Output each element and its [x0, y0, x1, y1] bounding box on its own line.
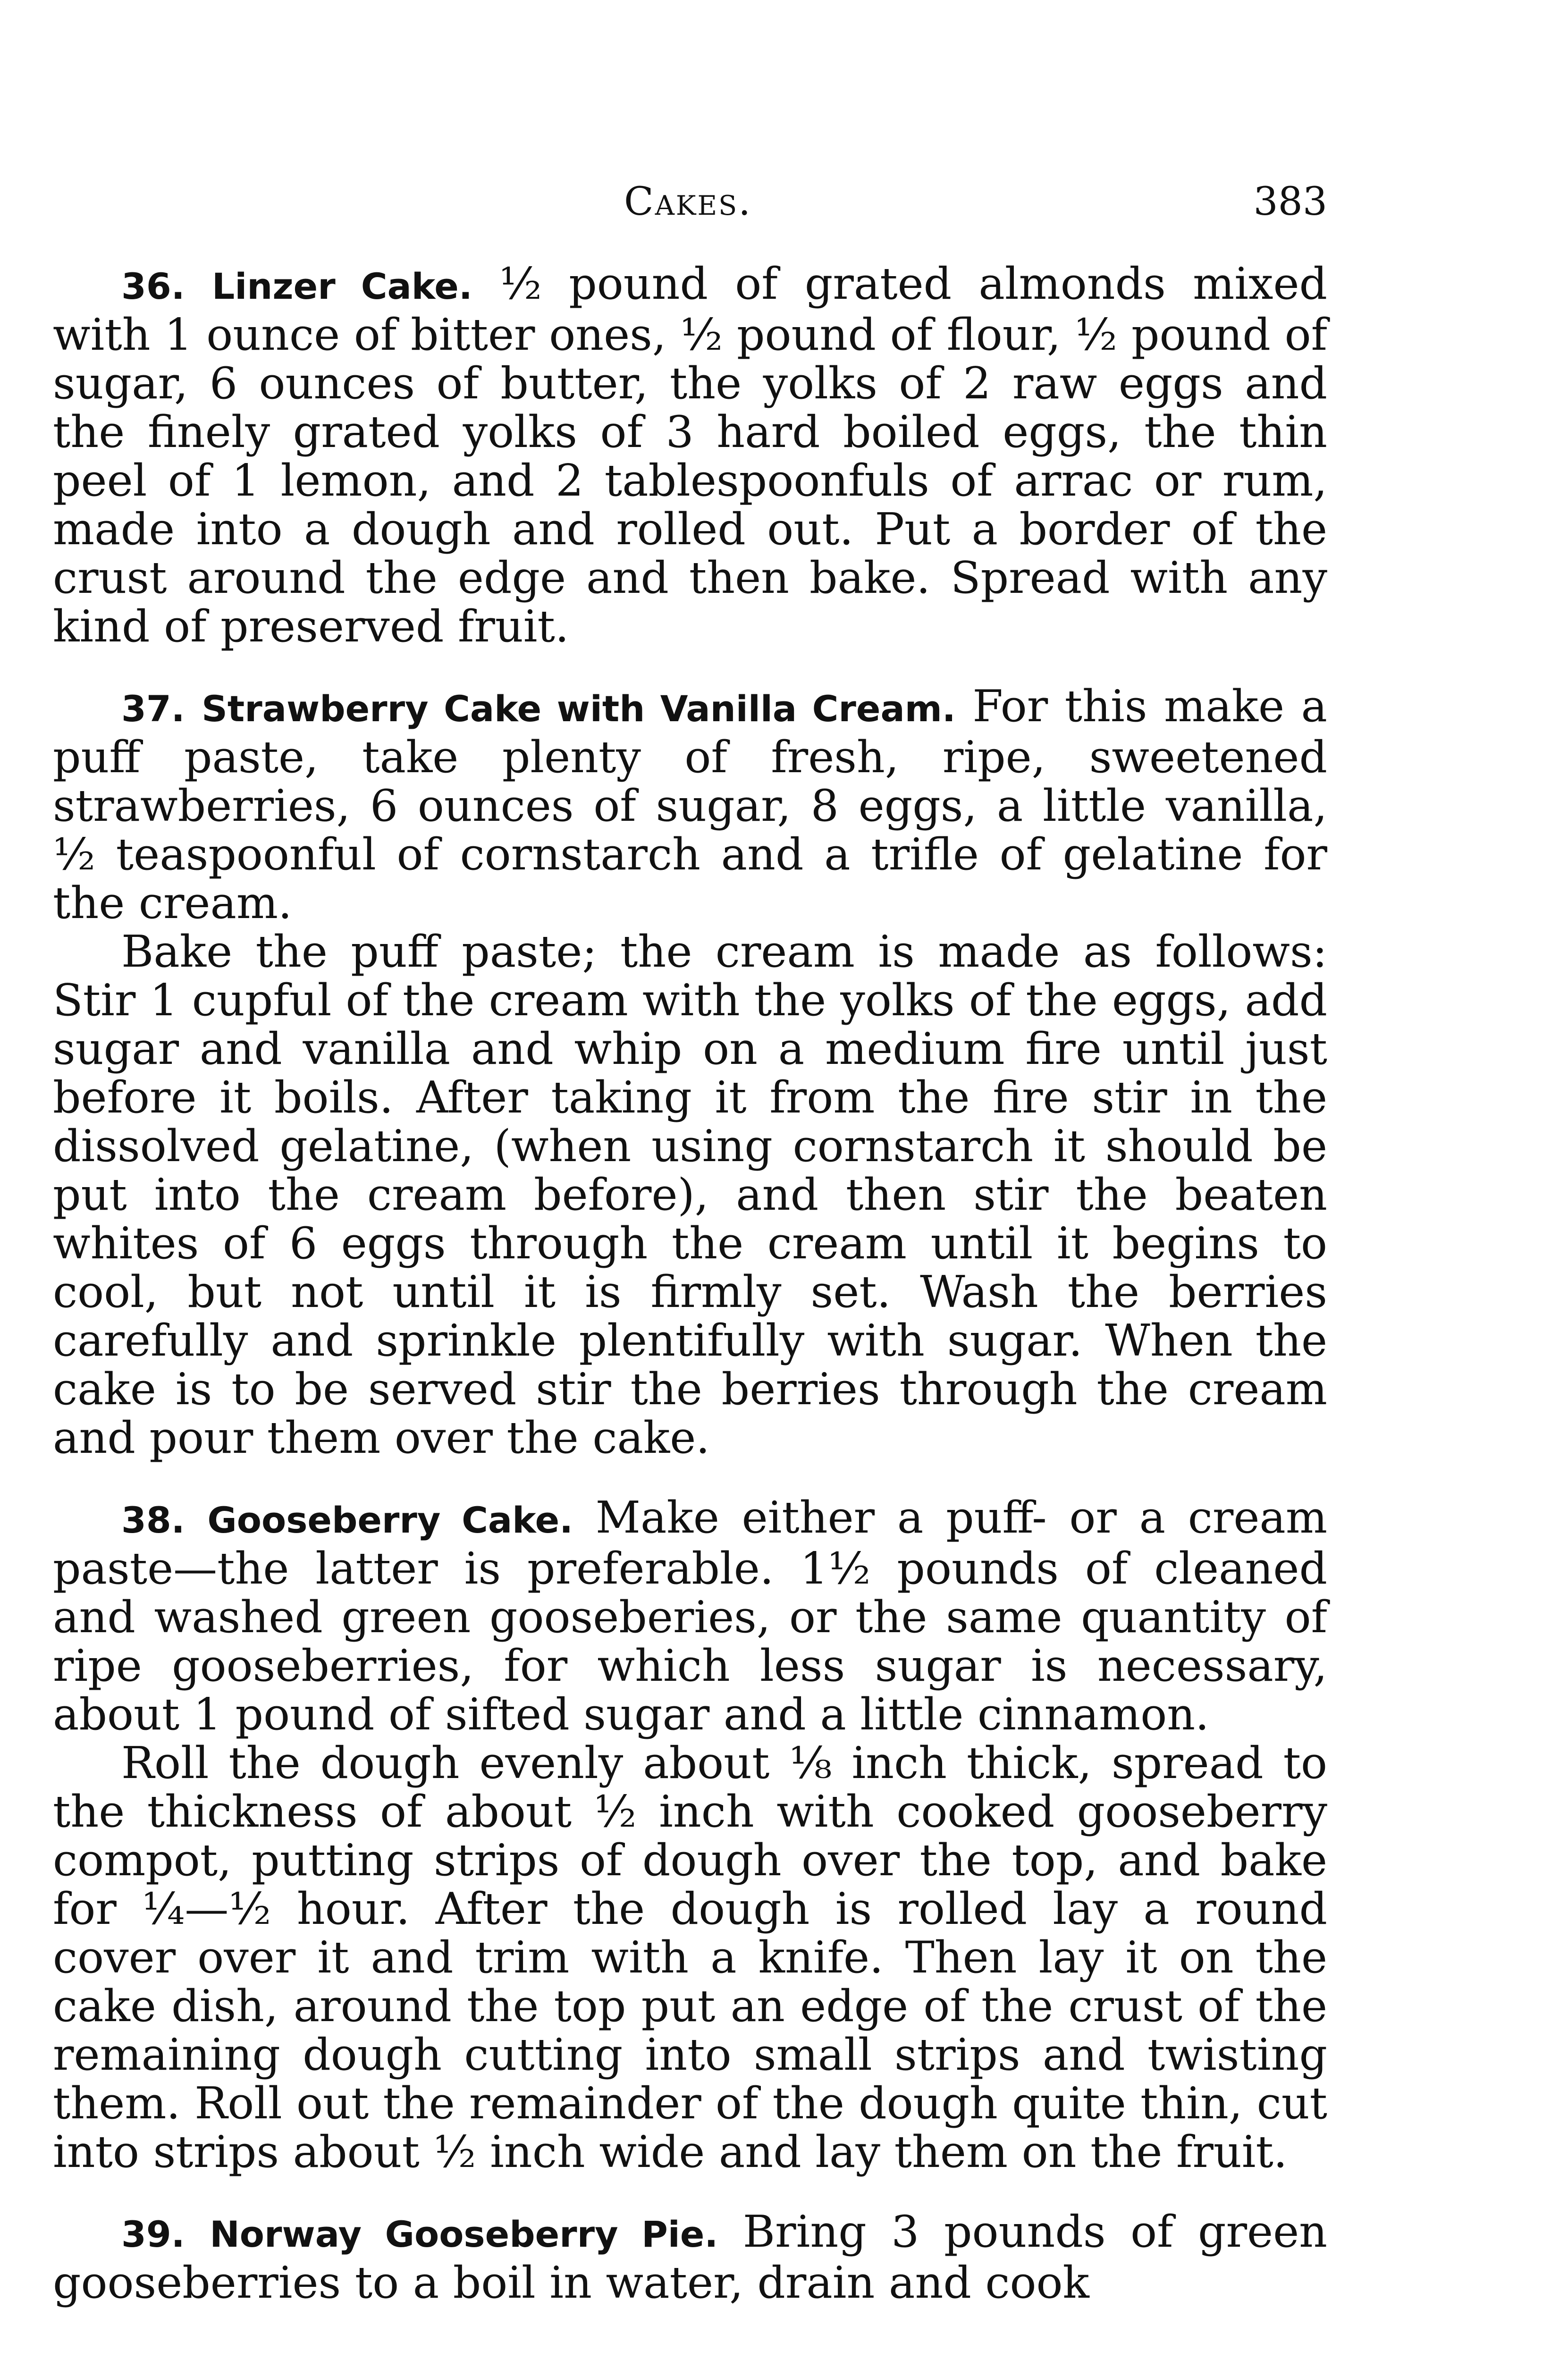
recipe-paragraph — [53, 260, 1327, 651]
recipe-36 — [53, 260, 1327, 651]
recipe-37 — [53, 682, 1327, 1462]
recipe-paragraph: Bake the puff paste; the cream is made as follows: Stir 1 cupful of the cream with the yolks of the eggs, add sugar and vanilla and whip on a medium fire until just before it boils. After taking it from the fire stir in the dissolved gelatine, (when using cornstarch it should be put into the cream before), and then stir the beaten whites of 6 eggs through the cream until it begins to cool, but not until it is firmly set. Wash the berries carefully and sprinkle plentifully with sugar. When the cake is to be served stir the berries through the cream and pour them over the cake. — [53, 926, 1327, 1463]
running-title: Cakes. — [624, 179, 752, 224]
recipe-number: 39. — [121, 2213, 185, 2255]
recipe-title: Strawberry Cake with Vanilla Cream. — [202, 688, 956, 730]
recipe-title: Gooseberry Cake. — [207, 1499, 573, 1541]
recipe-text: For this make a puff paste, take plenty of fresh, ripe, sweetened strawberries, 6 ounces of sugar, 8 eggs, a little vanilla, ½ teaspoonful of cornstarch and a trifle of gelatine for the cream. — [53, 681, 1327, 928]
recipe-number: 36. — [121, 265, 185, 307]
recipe-paragraph — [53, 2208, 1327, 2307]
recipe-text: Make either a puff- or a cream paste—the latter is preferable. 1½ pounds of cleaned and washed green gooseberies, or the same quantity of ripe gooseberries, for which less sugar is necessary, about 1 pound of sifted sugar and a little cinnamon. — [53, 1492, 1328, 1740]
recipe-paragraph — [53, 682, 1327, 927]
page-number: 383 — [1253, 179, 1327, 224]
recipe-paragraph: Roll the dough evenly about ⅛ inch thick, spread to the thickness of about ½ inch with cooked gooseberry compot, putting strips of dough over the top, and bake for ¼—½ hour. After the dough is rolled lay a round cover over it and trim with a knife. Then lay it on the cake dish, around the top put an edge of the crust of the remaining dough cutting into small strips and twisting them. Roll out the remainder of the dough quite thin, cut into strips about ½ inch wide and lay them on the fruit. — [53, 1737, 1327, 2177]
recipe-38 — [53, 1493, 1327, 2176]
recipe-number: 38. — [121, 1499, 185, 1541]
recipe-title: Linzer Cake. — [211, 265, 472, 307]
recipe-number: 37. — [121, 688, 185, 730]
recipe-39 — [53, 2208, 1327, 2307]
running-header — [53, 179, 1327, 241]
recipe-text: Bring 3 pounds of green gooseberries to a boil in water, drain and cook — [53, 2206, 1328, 2308]
recipe-paragraph — [53, 1493, 1327, 1739]
recipe-title: Norway Gooseberry Pie. — [210, 2213, 718, 2255]
book-page — [53, 179, 1327, 2338]
recipe-text: ½ pound of grated almonds mixed with 1 ounce of bitter ones, ½ pound of flour, ½ pound of sugar, 6 ounces of butter, the yolks of 2 raw eggs and the finely grated yolks of 3 hard boiled eggs, the thin peel of 1 lemon, and 2 tablespoonfuls of arrac or rum, made into a dough and rolled out. Put a border of the crust around the edge and then bake. Spread with any kind of preserved fruit. — [53, 258, 1328, 652]
